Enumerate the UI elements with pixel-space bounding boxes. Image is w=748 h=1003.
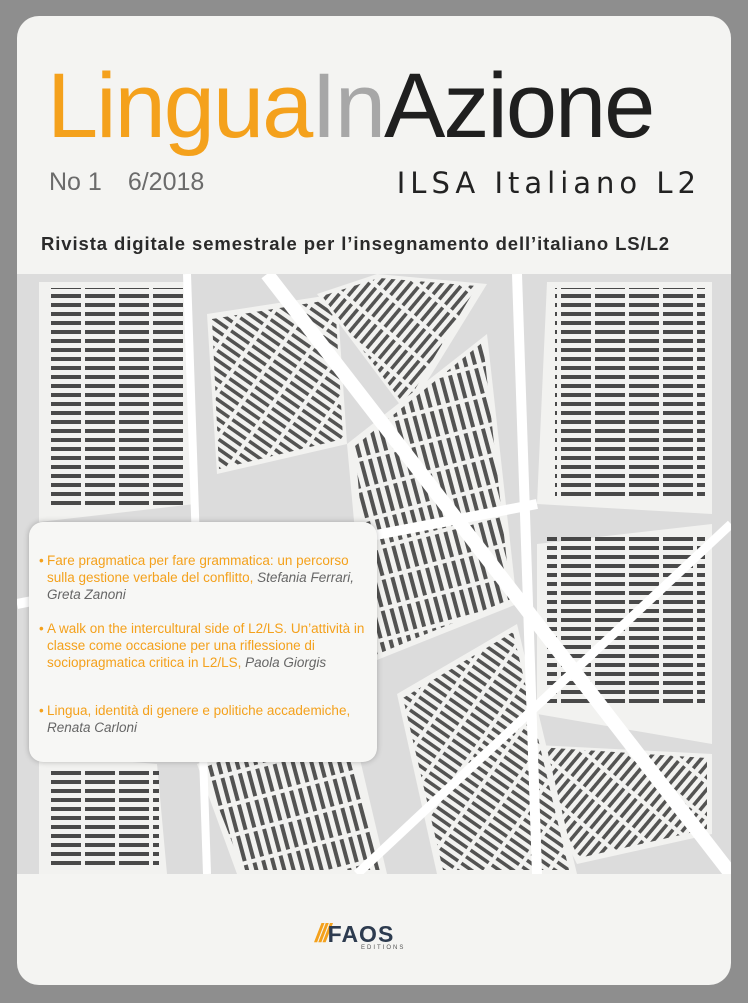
publisher-line: ILSA Italiano L2 (396, 166, 701, 200)
issue-info (49, 168, 204, 197)
title-part-lingua: Lingua (47, 55, 312, 157)
article-title: Fare pragmatica per fare grammatica: un percorso sulla gestione verbale del conflitto, (47, 553, 349, 585)
publisher-logo (315, 918, 406, 951)
magazine-cover (17, 16, 731, 985)
article-authors: Stefania Ferrari, Greta Zanoni (47, 570, 354, 602)
table-of-contents (29, 522, 377, 762)
magazine-title (47, 55, 654, 157)
logo-name: FAOS (327, 921, 395, 947)
logo-subtitle: EDITIONS (361, 945, 406, 951)
toc-item[interactable] (39, 620, 369, 671)
article-authors: Renata Carloni (47, 720, 138, 735)
bullet-icon: • (39, 621, 44, 636)
toc-item[interactable] (39, 552, 369, 603)
title-part-azione: Azione (384, 55, 654, 157)
logo-bars-icon: /// (315, 918, 328, 948)
bullet-icon: • (39, 703, 44, 718)
article-authors: Paola Giorgis (245, 655, 327, 670)
magazine-subtitle: Rivista digitale semestrale per l’insegnamento dell’italiano LS/L2 (41, 233, 670, 254)
issue-number: No 1 (49, 168, 102, 196)
article-title: A walk on the intercultural side of L2/LS. Un’attività in classe come occasione per una riflessione di sociopragmatica critica in L2/LS, (47, 621, 365, 670)
article-title: Lingua, identità di genere e politiche accademiche, (47, 703, 351, 718)
bullet-icon: • (39, 553, 44, 568)
toc-item[interactable] (39, 702, 369, 736)
issue-date: 6/2018 (127, 168, 205, 196)
title-part-in: In (311, 55, 385, 157)
